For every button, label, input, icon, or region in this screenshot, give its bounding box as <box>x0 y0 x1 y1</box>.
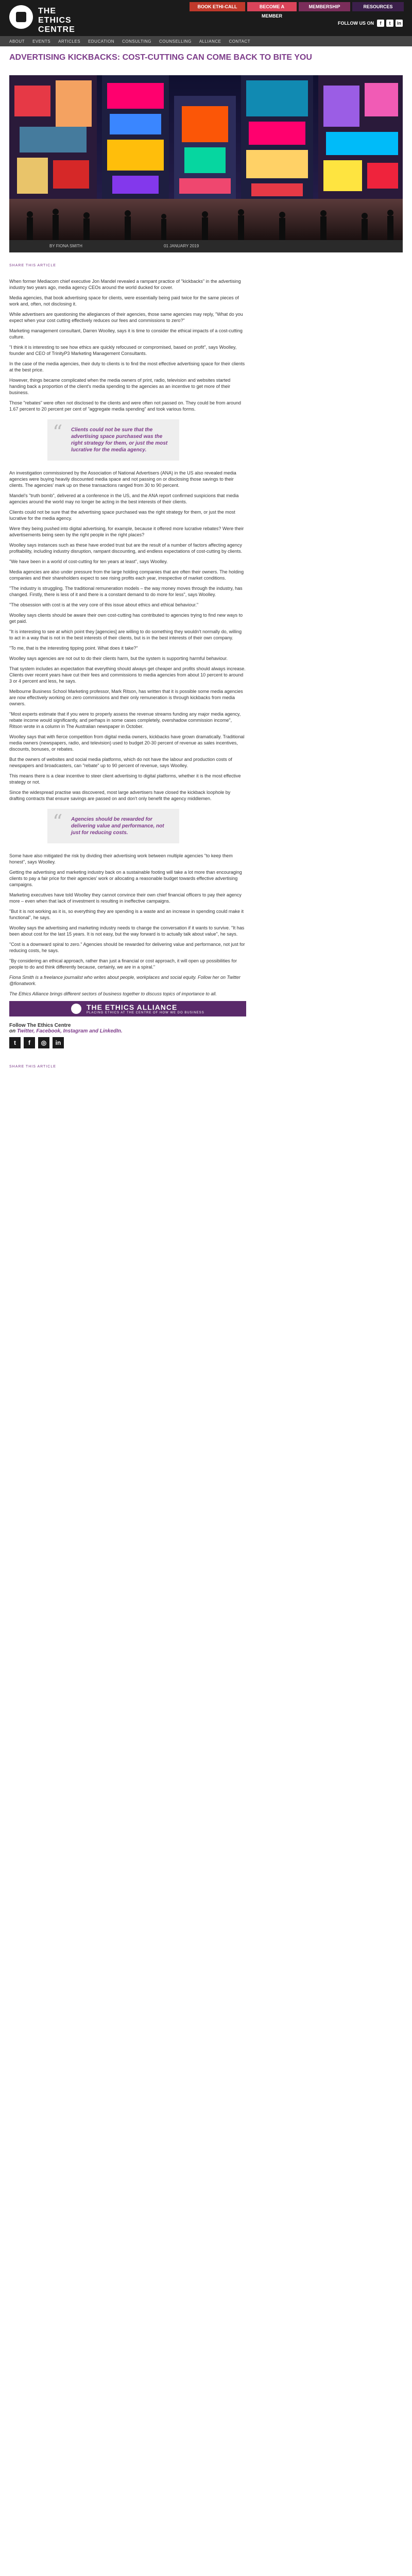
alliance-logo-icon <box>71 1004 81 1014</box>
nav-events[interactable]: EVENTS <box>32 39 51 44</box>
alliance-note: The Ethics Alliance brings different sectors of business together to discuss topics of importance to all. <box>9 991 217 996</box>
paragraph: Getting the advertising and marketing industry back on a sustainable footing will take a lot more than encouraging clients to pay a fair price for their agencies' work or allocating a reasonable budget towards effective advertising campaigns. <box>9 870 242 887</box>
hero-image <box>9 75 403 240</box>
paragraph: Clients could not be sure that the advertising space purchased was the right strategy for them, or just the most lucrative for the media agency. <box>9 510 235 521</box>
paragraph: "Most experts estimate that if you were to properly assess the revenue streams funding any major media agency, rebate income would significantly, and perhaps in some cases completely, overshadow commission income", Ritson wrote in a column in The Australian newspaper in October. <box>9 711 241 729</box>
paragraph: While advertisers are questioning the allegiances of their agencies, those same agencies may reply, "What do you expect when your cost cutting effectively reduces our fees and commissions to zero?" <box>9 312 243 323</box>
nav-alliance[interactable]: ALLIANCE <box>199 39 221 44</box>
paragraph: Were they being pushed into digital advertising, for example, because it offered more lucrative rebates? Were their advertisements being seen by the right people in the right places? <box>9 526 244 537</box>
instagram-icon[interactable]: ◎ <box>38 1037 49 1048</box>
paragraph: Mandel's "truth bomb", delivered at a conference in the US, and the ANA report confirmed suspicions that media agencies around the world may no longer be acting in the best interests of their clients. <box>9 493 239 504</box>
paragraph: Woolley says the advertising and marketing industry needs to change the conversation if it wants to survive. "It has been about cost for the last 15 years. It is not easy, but the way forward is to actually talk about value", he says. <box>9 925 245 937</box>
nav-contact[interactable]: CONTACT <box>229 39 251 44</box>
paragraph: But the owners of websites and social media platforms, which do not have the labour and production costs of newspapers and broadcasters, can "rebate" up to 90 percent of revenue, says Woolley. <box>9 757 232 768</box>
site-header <box>0 0 412 36</box>
follow-us-label: FOLLOW US ON <box>338 21 374 26</box>
paragraph: However, things became complicated when the media owners of print, radio, television and websites started handing back a proportion of the client's media spending to the agencies as an incentive to get more of their business. <box>9 378 231 395</box>
paragraph: This means there is a clear incentive to steer client advertising to digital platforms, whether it is the most effective strategy or not. <box>9 773 241 785</box>
facebook-icon[interactable]: f <box>24 1037 35 1048</box>
book-ethi-call-button[interactable]: BOOK ETHI-CALL <box>190 2 245 11</box>
alliance-banner-title: THE ETHICS ALLIANCE <box>87 1003 178 1011</box>
paragraph: When former Mediacom chief executive Jon Mandel revealed a rampant practice of "kickbacks" in the advertising industry two years ago, media agency CEOs around the world ducked for cover. <box>9 279 241 290</box>
quote-mark-icon: “ <box>53 421 63 444</box>
pull-quote <box>47 809 179 843</box>
site-logo[interactable] <box>9 5 33 29</box>
paragraph: "It is interesting to see at which point they [agencies] are willing to do something they wouldn't normally do, willing to act in a way that is not in the best interests of their clients, but is in the best interests of their own company. <box>9 629 242 640</box>
main-nav <box>0 36 412 46</box>
author-bio: Fiona Smith is a freelance journalist who writes about people, workplaces and social equity. Follow her on Twitter @fionatwork. <box>9 975 241 986</box>
pull-quote-text: Agencies should be rewarded for delivering value and performance, not just for reducing costs. <box>71 817 164 836</box>
paragraph: "By considering an ethical approach, rather than just a financial or cost approach, it will open up possibilities for people to do and think differently because, certainly, we are in a spiral." <box>9 958 237 970</box>
paragraph: Marketing management consultant, Darren Woolley, says it is time to consider the ethical impacts of a cost-cutting culture. <box>9 328 243 340</box>
follow-block <box>9 1023 246 1048</box>
paragraph: In the case of the media agencies, their duty to clients is to find the most effective advertising space for their clients at the best price. <box>9 361 245 372</box>
paragraph: Woolley says that with fierce competition from digital media owners, kickbacks have grown dramatically. Traditional media owners (newspapers, radio, and television) used to budget 20-30 percent of revenue as sales incentives, discounts, bonuses, or rebates. <box>9 734 245 752</box>
paragraph: An investigation commissioned by the Association of National Advertisers (ANA) in the US also revealed media agencies were buying heavily discounted media space and not passing on or disclosing those savings to their clients. The agencies' mark up on these transactions ranged from 30 to 90 percent. <box>9 470 236 488</box>
ethics-alliance-banner[interactable] <box>9 1001 246 1016</box>
follow-links-prefix: on <box>9 1028 16 1034</box>
follow-links[interactable]: Twitter, Facebook, Instagram and LinkedIn. <box>17 1028 123 1034</box>
paragraph: "To me, that is the interesting tipping point. What does it take?" <box>9 646 138 651</box>
nav-counselling[interactable]: COUNSELLING <box>159 39 192 44</box>
facebook-icon[interactable]: f <box>377 20 384 27</box>
linkedin-icon[interactable]: in <box>53 1037 64 1048</box>
nav-about[interactable]: ABOUT <box>9 39 25 44</box>
paragraph: "Cost is a downward spiral to zero." Agencies should be rewarded for delivering value and performance, not just for reducing costs, he says. <box>9 942 245 953</box>
become-member-button[interactable]: BECOME A MEMBER <box>247 2 297 11</box>
byline-bar <box>9 240 403 252</box>
paragraph: Media agencies, that book advertising space for clients, were essentially being paid twice for the same pieces of work and, often, not disclosing it. <box>9 295 239 307</box>
pull-quote-text: Clients could not be sure that the advertising space purchased was the right strategy for them, or just the most lucrative for the media agency. <box>71 427 168 453</box>
paragraph: Media agencies are also under pressure from the large holding companies that are often their owners. The holding companies and their shareholders expect to see rising profits each year, irrespective of market conditions. <box>9 569 244 581</box>
alliance-banner-subtitle: PLACING ETHICS AT THE CENTRE OF HOW WE DO BUSINESS <box>87 1011 204 1014</box>
paragraph: Those "rebates" were often not disclosed to the clients and were often not passed on. They could be from around 1.67 percent to 20 percent per cent of "aggregate media spending" and took various forms. <box>9 400 241 412</box>
nav-articles[interactable]: ARTICLES <box>58 39 81 44</box>
paragraph: That system includes an expectation that everything should always get cheaper and profits should always increase. Clients over recent years have cut their fees and commissions to media agencies from about 10 percent to around 3 or 4 percent and less, he says. <box>9 666 246 684</box>
paragraph: Marketing executives have told Woolley they cannot convince their own chief financial officers to pay their agency more – even when that lack of investment is resulting in ineffective campaigns. <box>9 892 242 904</box>
author-name[interactable]: BY FIONA SMITH <box>49 244 82 248</box>
nav-education[interactable]: EDUCATION <box>88 39 115 44</box>
paragraph: Since the widespread practise was discovered, most large advertisers have closed the kickback loophole by drafting contracts that ensure savings are passed on and don't only benefit the agency middlemen. <box>9 790 231 801</box>
nav-consulting[interactable]: CONSULTING <box>122 39 151 44</box>
paragraph: Some have also mitigated the risk by dividing their advertising work between multiple agencies "to keep them honest", says Woolley. <box>9 853 233 865</box>
linkedin-icon[interactable]: in <box>396 20 403 27</box>
membership-button[interactable]: MEMBERSHIP <box>299 2 350 11</box>
paragraph: "The obsession with cost is at the very core of this issue about ethics and ethical behaviour." <box>9 602 199 607</box>
paragraph: Woolley says clients should be aware their own cost-cutting has contributed to agencies trying to find new ways to get paid. <box>9 613 243 624</box>
resources-button[interactable]: RESOURCES <box>352 2 404 11</box>
paragraph: Woolley says agencies are not out to do their clients harm, but the system is supporting harmful behaviour. <box>9 656 228 661</box>
quote-mark-icon: “ <box>53 810 63 833</box>
paragraph: "We have been in a world of cost-cutting for ten years at least", says Woolley. <box>9 559 168 564</box>
article-title: ADVERTISING KICKBACKS: COST-CUTTING CAN COME BACK TO BITE YOU <box>9 53 312 62</box>
follow-title: Follow The Ethics Centre <box>9 1023 71 1028</box>
pull-quote <box>47 419 179 461</box>
share-article-bottom[interactable]: SHARE THIS ARTICLE <box>9 1065 56 1069</box>
paragraph: "I think it is interesting to see how ethics are quickly refocused or compromised, based on profit", says Woolley, founder and CEO of TrinityP3 Marketing Management Consultants. <box>9 345 237 356</box>
publish-date: 01 JANUARY 2019 <box>164 244 199 248</box>
site-logo-text[interactable]: THE ETHICS CENTRE <box>38 7 75 34</box>
share-article-top[interactable]: SHARE THIS ARTICLE <box>9 264 56 267</box>
twitter-icon[interactable]: t <box>9 1037 21 1048</box>
paragraph: Melbourne Business School Marketing professor, Mark Ritson, has written that it is possible some media agencies are now effectively working on zero commissions and their only remuneration is through kickbacks from media owners. <box>9 689 243 706</box>
twitter-icon[interactable]: t <box>386 20 393 27</box>
article-body <box>9 278 246 1069</box>
paragraph: "But it is not working as it is, so everything they are spending is a waste and an increase in spending could make it functional", he says. <box>9 909 244 920</box>
paragraph: "The industry is struggling. The traditional remuneration models – the way money moves through the industry, has changed. Firstly, there is less of it and there is a constant demand to do more for less", says Woolley. <box>9 586 243 597</box>
paragraph: Woolley says instances such as these have eroded trust but are the result of a number of factors affecting agency profitability, including industry disruption, rampant discounting, and endless expectations of cost-cutting by clients. <box>9 543 243 554</box>
